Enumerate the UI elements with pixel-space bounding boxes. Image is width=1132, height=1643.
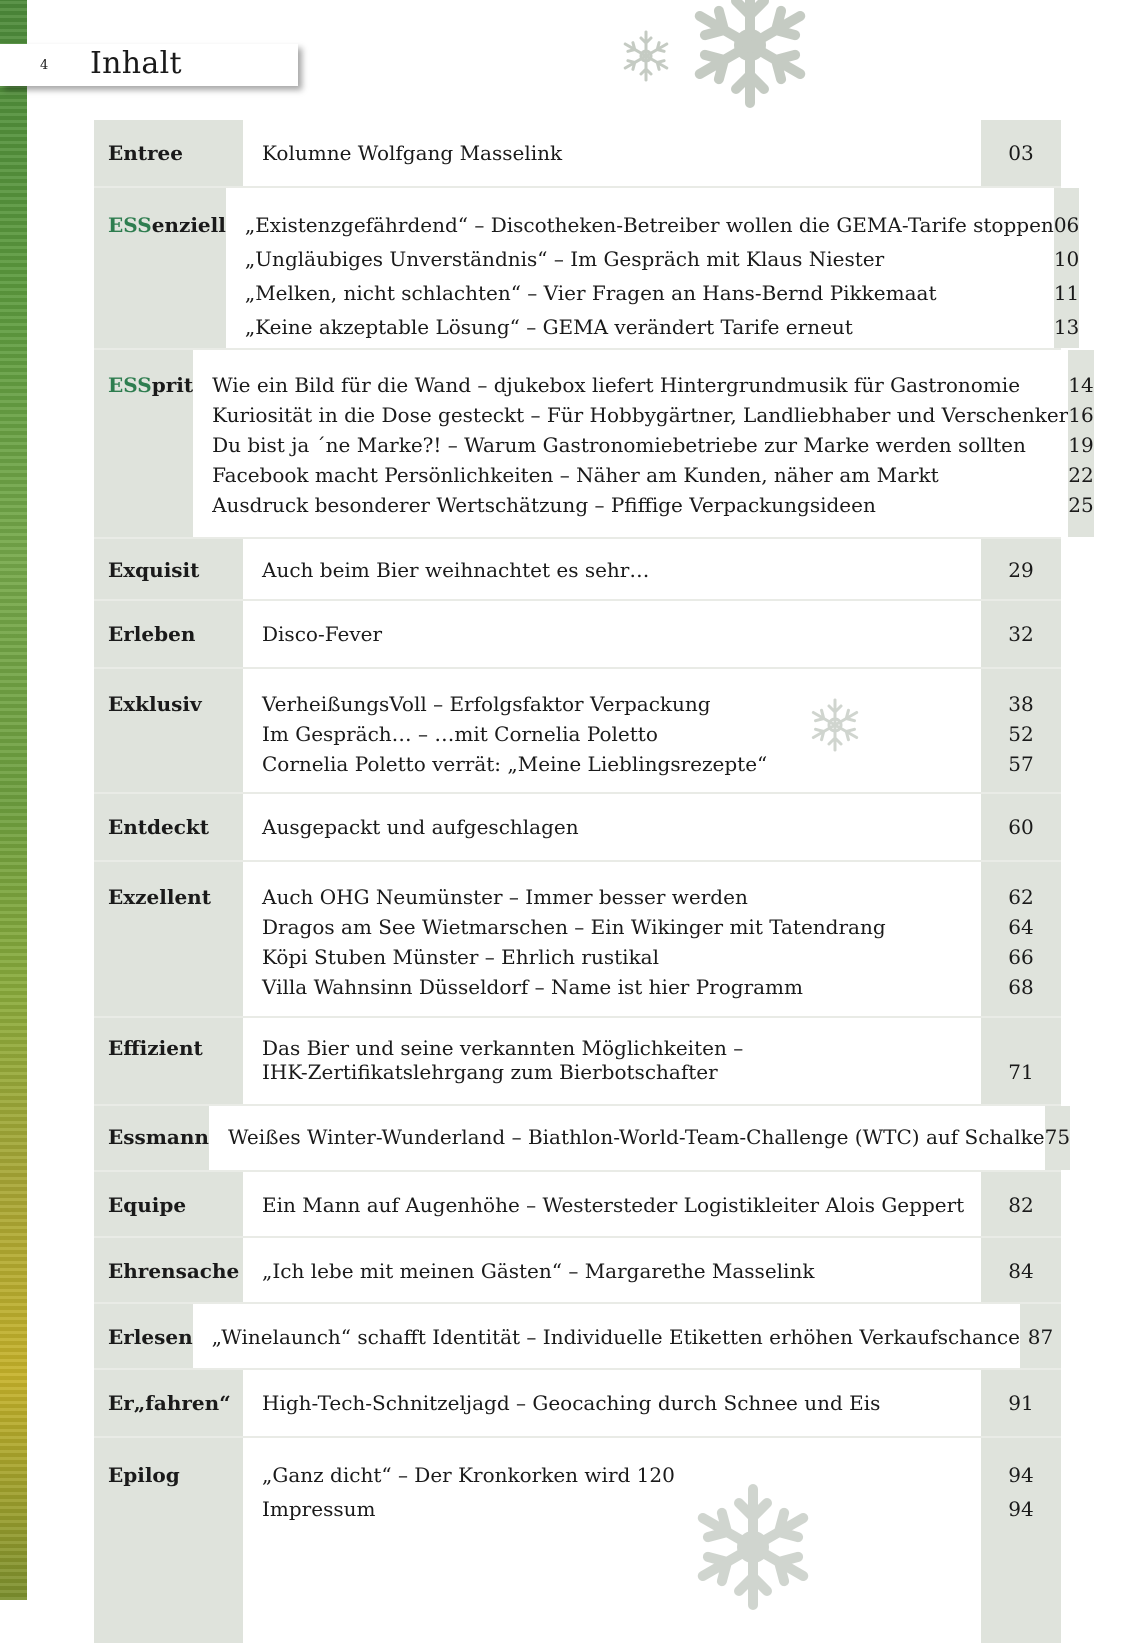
- toc-row: [94, 1106, 1071, 1172]
- page-column: [981, 794, 1061, 860]
- entry-list: [243, 1172, 981, 1236]
- entry-title: Kolumne Wolfgang Masselink: [262, 141, 563, 165]
- entry-list: [243, 120, 981, 186]
- entry-title: IHK-Zertifikatslehrgang zum Bierbotschafter: [262, 1060, 718, 1084]
- section-title-rest: enziell: [151, 213, 226, 237]
- entry-page-number: 66: [1008, 945, 1034, 969]
- page-column: [981, 1238, 1061, 1302]
- section-title: Effizient: [94, 1018, 243, 1104]
- entry-title: Villa Wahnsinn Düsseldorf – Name ist hier Programm: [262, 975, 803, 999]
- toc-row: [94, 1172, 1061, 1238]
- entry-title: Cornelia Poletto verrät: „Meine Lieblingsrezepte“: [262, 752, 768, 776]
- entry-title: „Ganz dicht“ – Der Kronkorken wird 120: [262, 1463, 675, 1487]
- section-title: Exquisit: [94, 539, 243, 599]
- entry-title: Ausgepackt und aufgeschlagen: [262, 815, 579, 839]
- entry-title: Auch OHG Neumünster – Immer besser werden: [262, 885, 748, 909]
- entry-title: Im Gespräch… – …mit Cornelia Poletto: [262, 722, 658, 746]
- entry-page-number: 75: [1044, 1125, 1071, 1149]
- entry-page-number: 03: [1008, 141, 1034, 165]
- toc-row: [94, 601, 1061, 669]
- entry-title: „Winelaunch“ schafft Identität – Individuelle Etiketten erhöhen Verkaufschance: [211, 1325, 1020, 1349]
- entry-list: [243, 1438, 981, 1643]
- toc-row: [94, 862, 1061, 1018]
- entry-title: Du bist ja ´ne Marke?! – Warum Gastronomiebetriebe zur Marke werden sollten: [212, 433, 1026, 457]
- toc-row: [94, 669, 1061, 794]
- section-title-accent: ESS: [108, 213, 152, 237]
- entry-page-number: 57: [1008, 752, 1034, 776]
- section-title: Epilog: [94, 1438, 243, 1643]
- large-snowflake-icon: [688, 1482, 818, 1612]
- entry-page-number: 52: [1008, 722, 1034, 746]
- entry-title: Impressum: [262, 1497, 376, 1521]
- toc-row: [94, 188, 1080, 350]
- entry-page-number: 91: [1008, 1391, 1034, 1415]
- entry-page-number: 32: [1008, 622, 1034, 646]
- page-column: [981, 1438, 1061, 1643]
- entry-page-number: 82: [1008, 1193, 1034, 1217]
- entry-title: „Existenzgefährdend“ – Discotheken-Betreiber wollen die GEMA-Tarife stoppen: [244, 213, 1054, 237]
- entry-page-number: 71: [1008, 1060, 1034, 1084]
- section-title: Essmann: [94, 1106, 209, 1170]
- entry-page-number: 25: [1068, 493, 1094, 517]
- page-title: Inhalt: [90, 46, 182, 81]
- entry-page-number: 62: [1008, 885, 1034, 909]
- table-of-contents: [94, 120, 1094, 1643]
- page-column: [981, 862, 1061, 1016]
- entry-page-number: 29: [1008, 558, 1034, 582]
- entry-page-number: 19: [1068, 433, 1094, 457]
- entry-title: Das Bier und seine verkannten Möglichkeiten –: [262, 1036, 744, 1060]
- toc-row: [94, 1438, 1061, 1643]
- page-column: [981, 1018, 1061, 1104]
- entry-page-number: 11: [1053, 281, 1080, 305]
- section-title-accent: ESS: [108, 373, 152, 397]
- toc-row: [94, 1018, 1061, 1106]
- page-column: [981, 1172, 1061, 1236]
- entry-page-number: 94: [1008, 1497, 1034, 1521]
- section-title: [94, 188, 226, 348]
- entry-title: Wie ein Bild für die Wand – djukebox liefert Hintergrundmusik für Gastronomie: [212, 373, 1021, 397]
- page-column: [1020, 1304, 1061, 1368]
- entry-title: Köpi Stuben Münster – Ehrlich rustikal: [262, 945, 660, 969]
- entry-title: Ein Mann auf Augenhöhe – Westersteder Logistikleiter Alois Geppert: [262, 1193, 965, 1217]
- entry-title: Auch beim Bier weihnachtet es sehr…: [262, 558, 650, 582]
- entry-title: Dragos am See Wietmarschen – Ein Wikinger mit Tatendrang: [262, 915, 886, 939]
- toc-row: [94, 350, 1094, 539]
- page-number: 4: [40, 58, 49, 73]
- section-title: [94, 350, 193, 537]
- entry-title: Facebook macht Persönlichkeiten – Näher am Kunden, näher am Markt: [212, 463, 939, 487]
- page-column: [981, 120, 1061, 186]
- entry-title: „Keine akzeptable Lösung“ – GEMA verändert Tarife erneut: [244, 315, 853, 339]
- toc-row: [94, 120, 1061, 188]
- entry-page-number: 68: [1008, 975, 1034, 999]
- section-title-rest: prit: [151, 373, 194, 397]
- section-title: Entree: [94, 120, 243, 186]
- snowflake-icon: [618, 28, 674, 84]
- section-title: Exklusiv: [94, 669, 243, 792]
- entry-page-number: 22: [1068, 463, 1094, 487]
- snowflake-icon: [806, 696, 864, 754]
- entry-list: [193, 1304, 1020, 1368]
- page-column: [1068, 350, 1093, 537]
- entry-list: [243, 669, 981, 792]
- entry-title: „Melken, nicht schlachten“ – Vier Fragen an Hans-Bernd Pikkemaat: [244, 281, 937, 305]
- entry-page-number: [981, 1036, 1061, 1060]
- entry-list: [243, 1370, 981, 1436]
- entry-page-number: 60: [1008, 815, 1034, 839]
- entry-list: [243, 862, 981, 1016]
- section-title: Er„fahren“: [94, 1370, 243, 1436]
- page-column: [981, 539, 1061, 599]
- page-column: [981, 601, 1061, 667]
- toc-row: [94, 1238, 1061, 1304]
- green-grass-strip: [0, 0, 27, 1600]
- section-title: Erlesen: [94, 1304, 193, 1368]
- entry-title: Kuriosität in die Dose gesteckt – Für Hobbygärtner, Landliebhaber und Verschenker: [212, 403, 1069, 427]
- entry-title: Disco-Fever: [262, 622, 383, 646]
- entry-list: [243, 601, 981, 667]
- page-column: [981, 669, 1061, 792]
- entry-title: „Ich lebe mit meinen Gästen“ – Margarethe Masselink: [262, 1259, 815, 1283]
- entry-page-number: 10: [1053, 247, 1080, 271]
- page-column: [981, 1370, 1061, 1436]
- entry-list: [243, 1018, 981, 1104]
- entry-page-number: 38: [1008, 692, 1034, 716]
- entry-page-number: 94: [1008, 1463, 1034, 1487]
- page-column: [1045, 1106, 1070, 1170]
- entry-list: [226, 188, 1054, 348]
- section-title: Exzellent: [94, 862, 243, 1016]
- section-title: Equipe: [94, 1172, 243, 1236]
- entry-title: Ausdruck besonderer Wertschätzung – Pfiffige Verpackungsideen: [212, 493, 876, 517]
- toc-row: [94, 1304, 1061, 1370]
- entry-title: VerheißungsVoll – Erfolgsfaktor Verpackung: [262, 692, 711, 716]
- toc-row: [94, 539, 1061, 601]
- entry-list: [243, 1238, 981, 1302]
- entry-page-number: 06: [1053, 213, 1080, 237]
- entry-page-number: 16: [1068, 403, 1094, 427]
- section-title: Entdeckt: [94, 794, 243, 860]
- large-snowflake-icon: [685, 0, 815, 110]
- entry-list: [193, 350, 1068, 537]
- entry-list: [243, 794, 981, 860]
- entry-list: [209, 1106, 1045, 1170]
- entry-list: [243, 539, 981, 599]
- section-title: Ehrensache: [94, 1238, 243, 1302]
- toc-row: [94, 794, 1061, 862]
- entry-page-number: 13: [1053, 315, 1080, 339]
- entry-title: High-Tech-Schnitzeljagd – Geocaching durch Schnee und Eis: [262, 1391, 881, 1415]
- entry-title: Weißes Winter-Wunderland – Biathlon-World-Team-Challenge (WTC) auf Schalke: [227, 1125, 1045, 1149]
- section-title: Erleben: [94, 601, 243, 667]
- entry-page-number: 14: [1068, 373, 1094, 397]
- entry-page-number: 87: [1027, 1325, 1054, 1349]
- entry-page-number: 84: [1008, 1259, 1034, 1283]
- entry-title: „Ungläubiges Unverständnis“ – Im Gespräch mit Klaus Niester: [244, 247, 885, 271]
- entry-page-number: 64: [1008, 915, 1034, 939]
- page-column: [1054, 188, 1079, 348]
- toc-row: [94, 1370, 1061, 1438]
